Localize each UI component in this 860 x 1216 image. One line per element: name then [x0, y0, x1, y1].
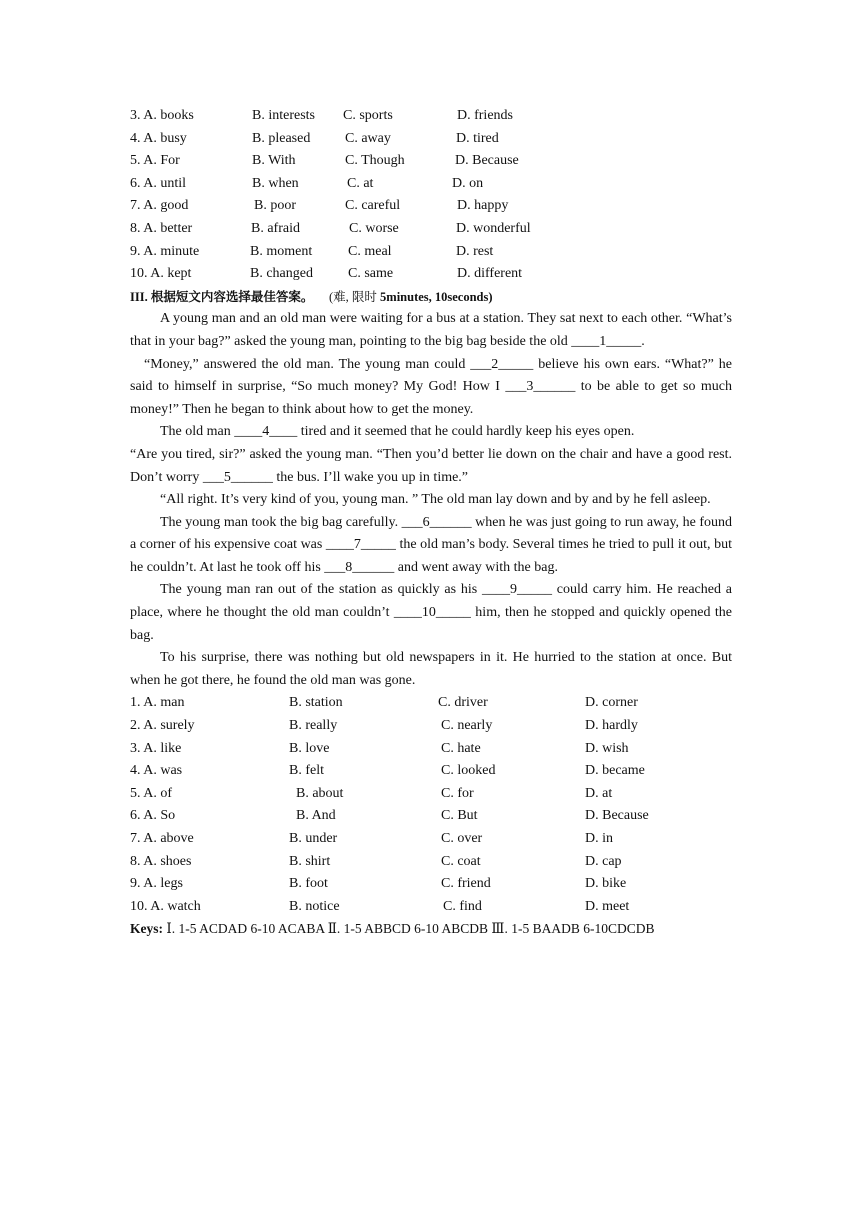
- option-row: 3. A. like B. love C. hate D. wish: [130, 740, 629, 756]
- option-row: 7. A. above B. under C. over D. in: [130, 831, 613, 846]
- passage-paragraph: “Are you tired, sir?” asked the young man. “Then you’d better lie down on the chair and have a good rest. Don’t worry ___5______ the bus. I’ll wake you up in time.”: [130, 446, 732, 485]
- passage-paragraph: To his surprise, there was nothing but old newspapers in it. He hurried to the station at once. But when he got there, he found the old man was gone.: [130, 650, 732, 688]
- option-row: 4. A. was B. felt C. looked D. became: [130, 763, 645, 779]
- passage: [130, 308, 732, 692]
- option-row: 7. A. good B. poor C. careful D. happy: [130, 198, 509, 214]
- option-row: 10. A. kept B. changed C. same D. different: [130, 266, 523, 282]
- option-row: 6. A. So B. And C. But D. Because: [130, 808, 649, 824]
- passage-paragraph: A young man and an old man were waiting for a bus at a station. They sat next to each other. “What’s that in your bag?” asked the young man, pointing to the big bag beside the old ____1_____.: [130, 311, 732, 349]
- option-row: 6. A. until B. when C. at D. on: [130, 175, 484, 191]
- option-row: 4. A. busy B. pleased C. away D. tired: [130, 130, 499, 146]
- section3-heading: [130, 286, 732, 309]
- worksheet-page: [130, 105, 732, 941]
- section3-title: III. 根据短文内容选择最佳答案。: [130, 289, 314, 304]
- passage-paragraph: The young man took the big bag carefully. ___6______ when he was just going to run away, he found a corner of his expensive coat was ____7_____ the old man’s body. Several times he tried to pull it out, but he couldn’t. At last he took off his ___8______ and went away with the bag.: [130, 514, 732, 575]
- section2-options: [130, 105, 732, 286]
- option-row: 3. A. books B. interests C. sports D. friends: [130, 108, 513, 123]
- section3-note: (难, 限时 5minutes, 10seconds): [328, 289, 493, 304]
- option-row: 1. A. man B. station C. driver D. corner: [130, 695, 638, 711]
- option-row: 8. A. better B. afraid C. worse D. wonderful: [130, 220, 531, 236]
- option-row: 5. A. For B. With C. Though D. Because: [130, 153, 519, 169]
- option-row: 9. A. minute B. moment C. meal D. rest: [130, 243, 494, 259]
- keys-label: Keys:: [130, 921, 163, 937]
- option-row: 10. A. watch B. notice C. find D. meet: [130, 898, 630, 914]
- keys-text: Ⅰ. 1-5 ACDAD 6-10 ACABA Ⅱ. 1-5 ABBCD 6-10 ABCDB Ⅲ. 1-5 BAADB 6-10CDCDB: [166, 921, 655, 937]
- option-row: 8. A. shoes B. shirt C. coat D. cap: [130, 853, 622, 869]
- answer-keys: [130, 918, 732, 941]
- section3-options: [130, 692, 732, 918]
- passage-paragraph: The old man ____4____ tired and it seemed that he could hardly keep his eyes open.: [160, 424, 635, 440]
- option-row: 2. A. surely B. really C. nearly D. hardly: [130, 718, 638, 734]
- passage-paragraph: “All right. It’s very kind of you, young man. ” The old man lay down and by and by he fell asleep.: [160, 492, 711, 508]
- option-row: 9. A. legs B. foot C. friend D. bike: [130, 876, 627, 892]
- passage-paragraph: The young man ran out of the station as quickly as his ____9_____ could carry him. He reached a place, where he thought the old man couldn’t ____10_____ him, then he stopped and quickly opened the bag.: [130, 582, 732, 643]
- option-row: 5. A. of B. about C. for D. at: [130, 785, 613, 801]
- passage-paragraph: “Money,” answered the old man. The young man could ___2_____ believe his own ears. “What?” he said to himself in surprise, “So much money? My God! How I ___3______ to be able to get so much money!” Then he began to think about how to get the money.: [130, 356, 732, 417]
